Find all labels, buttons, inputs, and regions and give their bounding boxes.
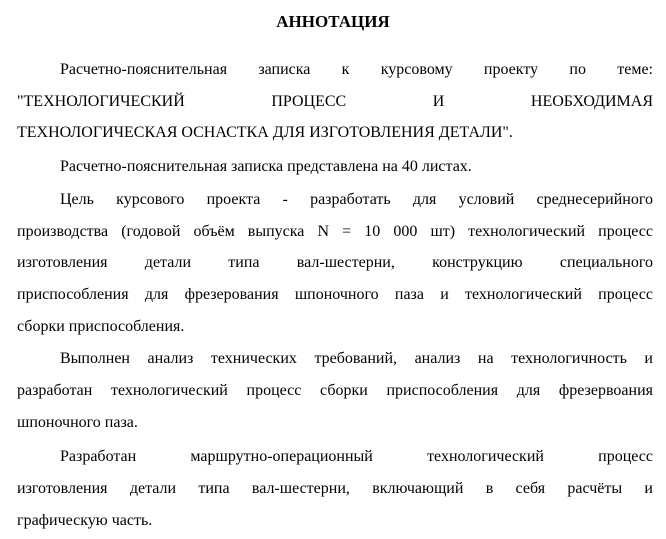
paragraph-3-line-3: изготовления детали типа вал-шестерни, конструкцию специального	[17, 254, 653, 271]
paragraph-3-line-4: приспособления для фрезерования шпоночного паза и технологический процесс	[17, 286, 653, 303]
paragraph-5-line-3: графическую часть.	[17, 512, 153, 529]
document-title: АННОТАЦИЯ	[276, 12, 390, 31]
paragraph-4-line-3: шпоночного паза.	[17, 414, 138, 431]
paragraph-4-line-2: разработан технологический процесс сборки приспособления для фрезервоания	[17, 382, 653, 399]
paragraph-1-line-1: Расчетно-пояснительная записка к курсовому проекту по теме:	[60, 61, 653, 78]
paragraph-5-line-2: изготовления детали типа вал-шестерни, включающий в себя расчёты и	[17, 480, 653, 497]
paragraph-2-line-1: Расчетно-пояснительная записка представлена на 40 листах.	[60, 158, 472, 175]
paragraph-1-line-3: ТЕХНОЛОГИЧЕСКАЯ ОСНАСТКА ДЛЯ ИЗГОТОВЛЕНИЯ ДЕТАЛИ".	[17, 124, 513, 141]
paragraph-3-line-2: производства (годовой объём выпуска N = 10 000 шт) технологический процесс	[17, 223, 653, 240]
paragraph-3-line-1: Цель курсового проекта - разработать для условий среднесерийного	[60, 191, 653, 208]
paragraph-1-line-2: "ТЕХНОЛОГИЧЕСКИЙ ПРОЦЕСС И НЕОБХОДИМАЯ	[17, 93, 653, 110]
paragraph-3-line-5: сборки приспособления.	[17, 318, 185, 335]
paragraph-5-line-1: Разработан маршрутно-операционный технологический процесс	[60, 448, 653, 465]
paragraph-4-line-1: Выполнен анализ технических требований, анализ на технологичность и	[60, 350, 653, 367]
